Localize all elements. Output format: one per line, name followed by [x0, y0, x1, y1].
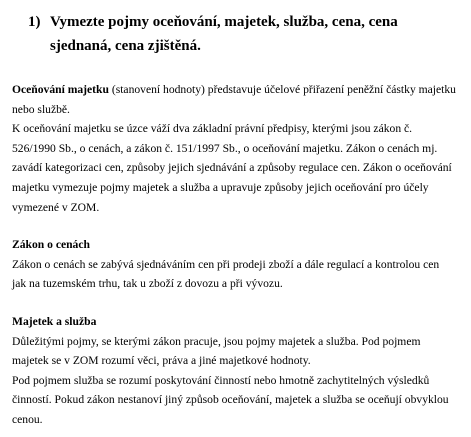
paragraph-line: Zákon o cenách se zabývá sjednáváním cen při prodeji zboží a dále regulací a kontrolou cen	[12, 257, 440, 271]
section-title: Majetek a služba	[12, 315, 97, 328]
question-number: 1)	[28, 14, 41, 30]
paragraph-line: cenou.	[12, 412, 43, 426]
paragraph-line	[12, 80, 462, 100]
paragraph-line: zavádí kategorizaci cen, způsoby jejich sjednávání a způsoby regulace cen. Zákon o oceňování	[12, 161, 452, 175]
paragraph-line: Důležitými pojmy, se kterými zákon pracuje, jsou pojmy majetek a služba. Pod pojmem	[12, 334, 421, 348]
section-title: Zákon o cenách	[12, 238, 90, 251]
section-majetek-a-sluzba	[12, 312, 462, 430]
question-heading	[28, 10, 458, 58]
paragraph-line: činností. Pokud zákon nestanoví jiný způsob oceňování, majetek a služba se oceňují obvyklou	[12, 393, 449, 407]
paragraph-line: nebo službě.	[12, 102, 70, 116]
paragraph-line: K oceňování majetku se úzce váží dva základní právní předpisy, kterými jsou zákon č.	[12, 122, 413, 136]
paragraph-line: majetku vymezuje pojmy majetek a služba a upravuje způsoby jejich oceňování pro účely	[12, 180, 429, 194]
paragraph-line: 526/1990 Sb., o cenách, a zákon č. 151/1997 Sb., o oceňování majetku. Zákon o cenách mj.	[12, 141, 438, 155]
paragraph-line: vymezené v ZOM.	[12, 200, 100, 214]
question-text: Vymezte pojmy oceňování, majetek, služba, cena, cena sjednaná, cena zjištěná.	[50, 14, 398, 54]
section-oceneni-majetku	[12, 80, 462, 217]
section-zakon-o-cenach	[12, 235, 462, 294]
paragraph-line: Pod pojmem služba se rozumí poskytování činností nebo hmotně zachytitelných výsledků	[12, 373, 430, 387]
paragraph-line: majetek se v ZOM rozumí věci, práva a jiné majetkové hodnoty.	[12, 354, 311, 368]
paragraph-line: jak na tuzemském trhu, tak u zboží z dovozu a při vývozu.	[12, 277, 283, 291]
term-oceneni-majetku: Oceňování majetku	[12, 83, 109, 96]
term-definition: (stanovení hodnoty) představuje účelové přiřazení peněžní částky majetku	[108, 83, 456, 96]
